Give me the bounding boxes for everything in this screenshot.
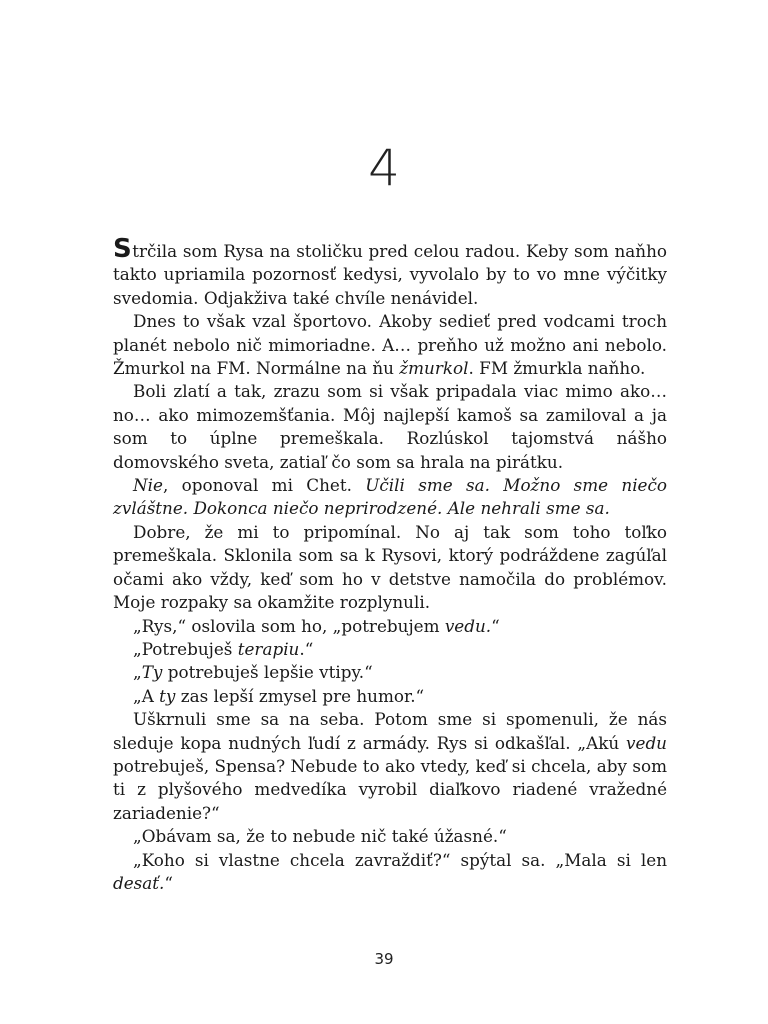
paragraph bbox=[113, 849, 667, 896]
text-run: „Koho si vlastne chcela zavraždiť?“ spýtal sa. „Mala si len bbox=[133, 849, 667, 870]
paragraph bbox=[113, 708, 667, 825]
paragraph bbox=[113, 685, 667, 708]
text-run: , oponoval mi Chet. bbox=[162, 475, 366, 496]
body-text bbox=[113, 236, 667, 895]
text-run: „Potrebuješ bbox=[133, 638, 238, 659]
text-run: „A bbox=[133, 685, 160, 706]
text-run: trčila som Rysa na stoličku pred celou radou. Keby som naňho takto upriamila pozornosť kedysi, vyvolalo by to vo mne výčitky svedomia. Odjakživa také chvíle nenávidel. bbox=[113, 241, 667, 308]
italic-text: vedu bbox=[626, 732, 667, 753]
text-run: „Obávam sa, že to nebude nič také úžasné.“ bbox=[133, 826, 507, 847]
italic-text: Učili sme sa. Možno sme niečo zvláštne. Dokonca niečo neprirodzené. Ale nehrali sme sa. bbox=[113, 475, 667, 519]
text-run: “ bbox=[164, 872, 173, 893]
paragraph bbox=[113, 638, 667, 661]
drop-cap: S bbox=[113, 234, 133, 264]
text-run: potrebuješ, Spensa? Nebude to ako vtedy, keď si chcela, aby som ti z plyšového medvedíka vyrobil diaľkovo riadené vražedné zariadenie?“ bbox=[113, 755, 667, 823]
paragraph bbox=[113, 236, 667, 310]
paragraph bbox=[113, 615, 667, 638]
text-run: „ bbox=[133, 662, 142, 683]
text-run: .“ bbox=[299, 638, 314, 659]
text-run: . FM žmurkla naňho. bbox=[468, 358, 646, 379]
paragraph bbox=[113, 825, 667, 848]
paragraph bbox=[113, 521, 667, 615]
page-number: 39 bbox=[374, 950, 394, 968]
italic-text: terapiu bbox=[237, 638, 300, 659]
italic-text: vedu. bbox=[444, 615, 492, 636]
text-run: Uškrnuli sme sa na seba. Potom sme si spomenuli, že nás sleduje kopa nudných ľudí z armády. Rys si odkašľal. „Akú bbox=[113, 709, 667, 753]
text-run: “ bbox=[491, 615, 500, 636]
paragraph bbox=[113, 380, 667, 474]
chapter-number: 4 bbox=[368, 139, 400, 197]
italic-text: desať. bbox=[113, 872, 165, 893]
paragraph bbox=[113, 310, 667, 380]
text-run: zas lepší zmysel pre humor.“ bbox=[175, 685, 425, 706]
text-run: potrebuješ lepšie vtipy.“ bbox=[162, 662, 373, 683]
italic-text: Ty bbox=[141, 662, 163, 683]
italic-text: ty bbox=[159, 685, 176, 706]
text-run: Dobre, že mi to pripomínal. No aj tak som toho toľko premeškala. Sklonila som sa k Rysovi, ktorý podráždene zagúľal očami ako vždy, keď som ho v detstve namočila do problémov. Moje rozpaky sa okamžite rozplynuli. bbox=[113, 521, 667, 613]
text-run: „Rys,“ oslovila som ho, „potrebujem bbox=[133, 615, 445, 636]
italic-text: žmurkol bbox=[399, 358, 469, 379]
paragraph bbox=[113, 474, 667, 521]
text-run: Boli zlatí a tak, zrazu som si však pripadala viac mimo ako… no… ako mimozemšťania. Môj najlepší kamoš sa zamiloval a ja som to úplne premeškala. Rozlúskol tajomstvá nášho domovského sveta, zatiaľ čo som sa hrala na pirátku. bbox=[113, 381, 667, 472]
paragraph bbox=[113, 661, 667, 684]
text-run: Dnes to však vzal športovo. Akoby sedieť pred vodcami troch planét nebolo nič mimoriadne. A… preňho už možno ani nebolo. Žmurkol na FM. Normálne na ňu bbox=[113, 311, 667, 379]
italic-text: Nie bbox=[133, 475, 163, 496]
